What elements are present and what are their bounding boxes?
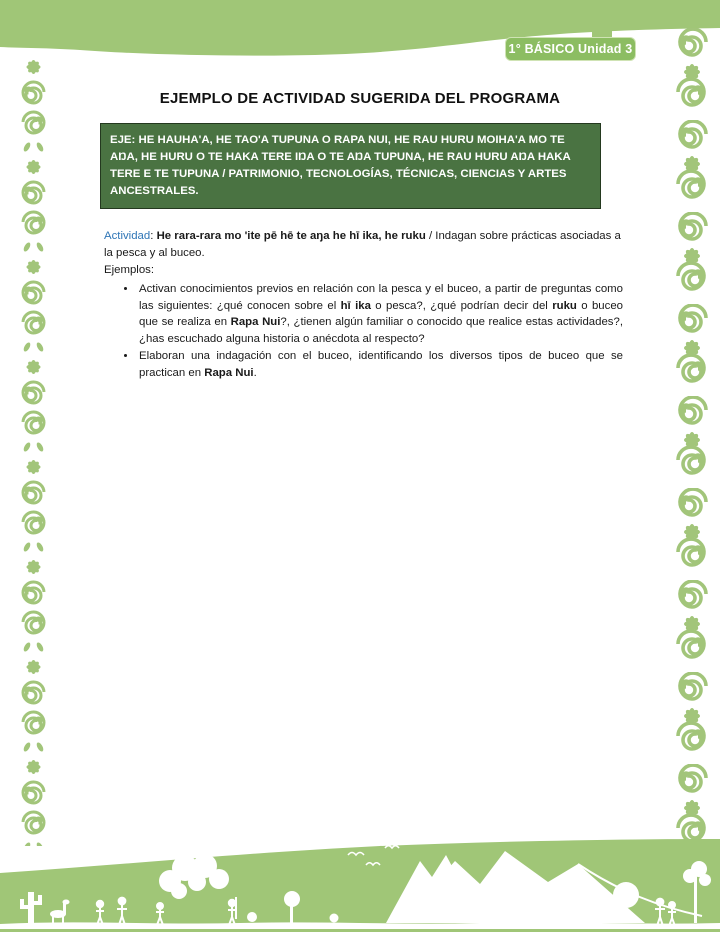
eje-statement-text: EJE: HE HAUHA'A, HE TAO'A TUPUNA O RAPA NUI, HE RAU HURU MOIHA'A MO TE AŊA, HE HURU O TE HAKA TERE IŊA O TE AŊA TUPUNA, HE RAU HURU AŊA HAKA TERE E TE TUPUNA / PATRIMONIO, TECNOLOGÍAS, TÉCNICAS, CIENCIAS Y ARTES ANCESTRALES.: [110, 134, 571, 198]
landscape-icon: [0, 837, 720, 932]
examples-list: [104, 281, 623, 382]
activity-spanish-text: / Indagan sobre prácticas asociadas a la pesca y al buceo.: [104, 230, 621, 259]
right-koru-border-icon: [674, 28, 710, 848]
example-item: • Activan conocimientos previos en relación con la pesca y el buceo, a partir de preguntas como las siguientes: ¿qué conocen sobre el hī ika o pesca?, ¿qué podrían decir del ruku o buceo que se realiza en Rapa Nui?, ¿tienen algún familiar o conocido que realice estas actividades?, ¿has escuchado alguna historia o anécdota al respecto?: [137, 281, 623, 348]
unit-badge-label: 1° BÁSICO Unidad 3: [508, 42, 633, 56]
examples-label: Ejemplos:: [104, 264, 155, 277]
left-koru-border-icon: [20, 56, 47, 846]
example-item: • Elaboran una indagación con el buceo, identificando los diversos tipos de buceo que se practican en Rapa Nui.: [137, 348, 623, 381]
landscape-footer-illustration: [0, 837, 720, 932]
activity-description: [104, 228, 623, 261]
activity-section: [104, 228, 623, 383]
page-title: EJEMPLO DE ACTIVIDAD SUGERIDA DEL PROGRAMA: [159, 90, 561, 107]
activity-colon: :: [150, 230, 157, 242]
unit-badge: [505, 37, 636, 61]
activity-label: Actividad: [104, 230, 151, 242]
eje-statement-box: [100, 123, 601, 209]
activity-rapanui-text: He rara-rara mo 'ite pē hē te aŋa he hī ika, he ruku: [156, 230, 426, 242]
